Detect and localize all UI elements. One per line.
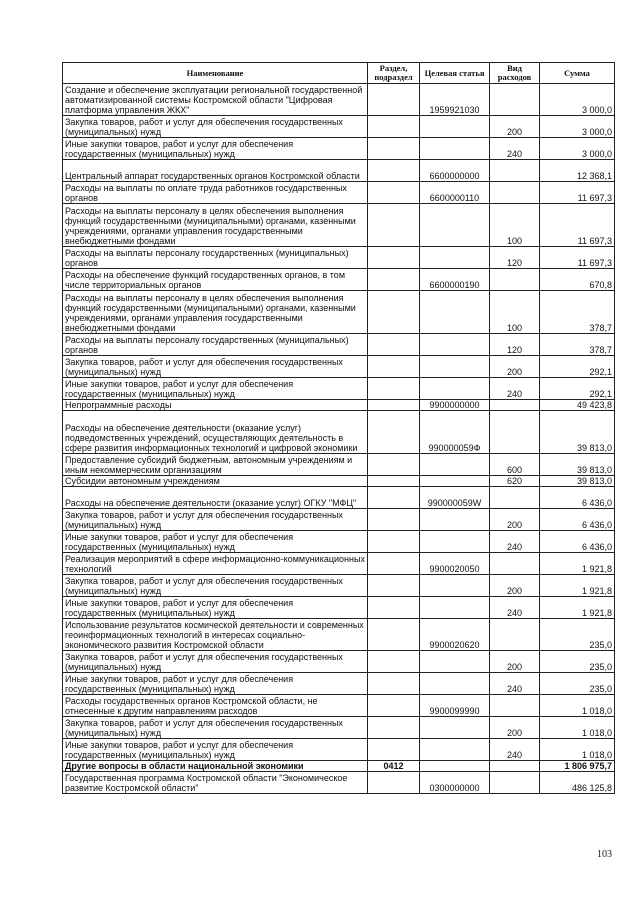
row-name-cell: Закупка товаров, работ и услуг для обеспечения государственных (муниципальных) нужд <box>63 717 368 739</box>
row-sum-cell: 11 697,3 <box>540 247 615 269</box>
row-kind-cell <box>490 695 540 717</box>
row-kind-cell <box>490 411 540 454</box>
row-name-cell: Закупка товаров, работ и услуг для обеспечения государственных (муниципальных) нужд <box>63 356 368 378</box>
row-section-cell <box>368 739 420 761</box>
row-target-cell: 990000059W <box>420 487 490 509</box>
row-target-cell: 6600000190 <box>420 269 490 291</box>
table-body <box>63 84 615 794</box>
row-name-cell: Расходы на выплаты персоналу государственных (муниципальных) органов <box>63 334 368 356</box>
row-name-cell: Закупка товаров, работ и услуг для обеспечения государственных (муниципальных) нужд <box>63 651 368 673</box>
row-name-cell: Создание и обеспечение эксплуатации региональной государственной автоматизированной системы Костромской области "Цифровая платформа управления ЖКХ" <box>63 84 368 116</box>
row-section-cell <box>368 619 420 651</box>
row-section-cell <box>368 356 420 378</box>
row-kind-cell <box>490 182 540 204</box>
row-target-cell <box>420 476 490 487</box>
row-sum-cell: 39 813,0 <box>540 411 615 454</box>
row-kind-cell <box>490 400 540 411</box>
row-name-cell: Государственная программа Костромской области "Экономическое развитие Костромской области" <box>63 772 368 794</box>
row-kind-cell: 620 <box>490 476 540 487</box>
row-kind-cell: 240 <box>490 531 540 553</box>
row-sum-cell: 378,7 <box>540 334 615 356</box>
row-sum-cell: 3 000,0 <box>540 116 615 138</box>
table-row <box>63 291 615 334</box>
row-target-cell: 9900099990 <box>420 695 490 717</box>
row-target-cell: 990000059Ф <box>420 411 490 454</box>
row-name-cell: Расходы на выплаты по оплате труда работников государственных органов <box>63 182 368 204</box>
row-kind-cell: 240 <box>490 597 540 619</box>
row-name-cell: Расходы государственных органов Костромской области, не отнесенные к другим направлениям расходов <box>63 695 368 717</box>
row-name-cell: Непрограммные расходы <box>63 400 368 411</box>
table-row <box>63 411 615 454</box>
row-section-cell <box>368 411 420 454</box>
row-sum-cell: 235,0 <box>540 673 615 695</box>
table-row <box>63 553 615 575</box>
row-target-cell <box>420 454 490 476</box>
row-target-cell: 0300000000 <box>420 772 490 794</box>
row-sum-cell: 292,1 <box>540 356 615 378</box>
row-sum-cell: 670,8 <box>540 269 615 291</box>
page-number: 103 <box>597 849 612 860</box>
row-kind-cell: 200 <box>490 651 540 673</box>
row-kind-cell: 200 <box>490 356 540 378</box>
row-target-cell <box>420 204 490 247</box>
row-target-cell: 9900020620 <box>420 619 490 651</box>
row-section-cell <box>368 553 420 575</box>
table-row <box>63 597 615 619</box>
table-row <box>63 182 615 204</box>
row-name-cell: Иные закупки товаров, работ и услуг для обеспечения государственных (муниципальных) нужд <box>63 138 368 160</box>
row-section-cell <box>368 378 420 400</box>
row-kind-cell: 240 <box>490 673 540 695</box>
row-section-cell <box>368 84 420 116</box>
row-section-cell <box>368 182 420 204</box>
row-sum-cell: 1 018,0 <box>540 739 615 761</box>
row-name-cell: Закупка товаров, работ и услуг для обеспечения государственных (муниципальных) нужд <box>63 575 368 597</box>
row-section-cell <box>368 772 420 794</box>
row-name-cell: Закупка товаров, работ и услуг для обеспечения государственных (муниципальных) нужд <box>63 509 368 531</box>
row-sum-cell: 6 436,0 <box>540 531 615 553</box>
row-target-cell <box>420 597 490 619</box>
row-sum-cell: 1 921,8 <box>540 575 615 597</box>
row-target-cell: 9900020050 <box>420 553 490 575</box>
row-section-cell <box>368 269 420 291</box>
table-row <box>63 575 615 597</box>
row-name-cell: Расходы на обеспечение деятельности (оказание услуг) подведомственных учреждений, осуществляющих деятельность в сфере развития информационных технологий и цифровой экономики <box>63 411 368 454</box>
row-sum-cell: 1 921,8 <box>540 597 615 619</box>
row-section-cell <box>368 509 420 531</box>
row-name-cell: Использование результатов космической деятельности и современных геоинформационных технологий в интересах социально-экономического развития Костромской области <box>63 619 368 651</box>
row-name-cell: Центральный аппарат государственных органов Костромской области <box>63 160 368 182</box>
row-sum-cell: 1 921,8 <box>540 553 615 575</box>
row-target-cell <box>420 291 490 334</box>
row-kind-cell <box>490 269 540 291</box>
row-kind-cell <box>490 772 540 794</box>
table-row <box>63 247 615 269</box>
row-kind-cell: 240 <box>490 739 540 761</box>
row-target-cell: 1959921030 <box>420 84 490 116</box>
row-name-cell: Закупка товаров, работ и услуг для обеспечения государственных (муниципальных) нужд <box>63 116 368 138</box>
table-row <box>63 476 615 487</box>
table-row <box>63 772 615 794</box>
row-section-cell <box>368 597 420 619</box>
row-sum-cell: 1 806 975,7 <box>540 761 615 772</box>
row-sum-cell: 6 436,0 <box>540 487 615 509</box>
row-kind-cell: 600 <box>490 454 540 476</box>
row-name-cell: Другие вопросы в области национальной экономики <box>63 761 368 772</box>
row-name-cell: Иные закупки товаров, работ и услуг для обеспечения государственных (муниципальных) нужд <box>63 531 368 553</box>
table-row <box>63 138 615 160</box>
row-sum-cell: 11 697,3 <box>540 204 615 247</box>
row-name-cell: Иные закупки товаров, работ и услуг для обеспечения государственных (муниципальных) нужд <box>63 739 368 761</box>
table-row <box>63 739 615 761</box>
table-row <box>63 531 615 553</box>
row-target-cell <box>420 247 490 269</box>
row-section-cell <box>368 454 420 476</box>
table-row <box>63 378 615 400</box>
budget-table <box>62 62 615 794</box>
row-section-cell <box>368 487 420 509</box>
row-target-cell <box>420 116 490 138</box>
row-sum-cell: 49 423,8 <box>540 400 615 411</box>
row-kind-cell <box>490 84 540 116</box>
table-row <box>63 204 615 247</box>
row-section-cell <box>368 651 420 673</box>
row-name-cell: Расходы на обеспечение функций государственных органов, в том числе территориальных органов <box>63 269 368 291</box>
row-section-cell <box>368 204 420 247</box>
row-section-cell <box>368 717 420 739</box>
row-section-cell <box>368 695 420 717</box>
row-kind-cell <box>490 487 540 509</box>
table-row <box>63 487 615 509</box>
row-section-cell <box>368 531 420 553</box>
table-row <box>63 717 615 739</box>
row-kind-cell: 240 <box>490 378 540 400</box>
row-kind-cell: 200 <box>490 717 540 739</box>
row-target-cell <box>420 673 490 695</box>
row-target-cell <box>420 334 490 356</box>
row-kind-cell <box>490 553 540 575</box>
table-row <box>63 673 615 695</box>
table-row <box>63 400 615 411</box>
row-target-cell: 6600000110 <box>420 182 490 204</box>
row-sum-cell: 378,7 <box>540 291 615 334</box>
row-name-cell: Расходы на обеспечение деятельности (оказание услуг) ОГКУ "МФЦ" <box>63 487 368 509</box>
row-sum-cell: 1 018,0 <box>540 717 615 739</box>
row-kind-cell: 120 <box>490 334 540 356</box>
row-section-cell <box>368 160 420 182</box>
row-sum-cell: 292,1 <box>540 378 615 400</box>
row-target-cell <box>420 138 490 160</box>
row-sum-cell: 235,0 <box>540 651 615 673</box>
table-row <box>63 651 615 673</box>
row-section-cell <box>368 116 420 138</box>
row-sum-cell: 11 697,3 <box>540 182 615 204</box>
row-kind-cell <box>490 160 540 182</box>
row-target-cell <box>420 509 490 531</box>
row-name-cell: Иные закупки товаров, работ и услуг для обеспечения государственных (муниципальных) нужд <box>63 378 368 400</box>
row-sum-cell: 39 813,0 <box>540 476 615 487</box>
row-name-cell: Субсидии автономным учреждениям <box>63 476 368 487</box>
row-section-cell <box>368 476 420 487</box>
row-target-cell <box>420 531 490 553</box>
table-row <box>63 619 615 651</box>
row-sum-cell: 3 000,0 <box>540 84 615 116</box>
row-section-cell <box>368 138 420 160</box>
row-target-cell: 9900000000 <box>420 400 490 411</box>
row-kind-cell: 120 <box>490 247 540 269</box>
row-target-cell <box>420 739 490 761</box>
row-name-cell: Иные закупки товаров, работ и услуг для обеспечения государственных (муниципальных) нужд <box>63 673 368 695</box>
row-kind-cell: 200 <box>490 575 540 597</box>
row-kind-cell: 240 <box>490 138 540 160</box>
table-header-row <box>63 63 615 84</box>
table-row <box>63 84 615 116</box>
row-kind-cell: 200 <box>490 509 540 531</box>
table-row <box>63 761 615 772</box>
table-row <box>63 334 615 356</box>
table-row <box>63 116 615 138</box>
table-row <box>63 356 615 378</box>
row-section-cell <box>368 334 420 356</box>
row-sum-cell: 39 813,0 <box>540 454 615 476</box>
header-target: Целевая статья <box>420 63 490 84</box>
row-kind-cell: 200 <box>490 116 540 138</box>
row-target-cell <box>420 761 490 772</box>
row-name-cell: Реализация мероприятий в сфере информационно-коммуникационных технологий <box>63 553 368 575</box>
row-target-cell <box>420 717 490 739</box>
row-sum-cell: 12 368,1 <box>540 160 615 182</box>
row-target-cell <box>420 378 490 400</box>
row-sum-cell: 235,0 <box>540 619 615 651</box>
row-name-cell: Расходы на выплаты персоналу в целях обеспечения выполнения функций государственными (муниципальными) органами, казенными учреждениями, органами управления государственными внебюджетными фондами <box>63 204 368 247</box>
budget-table-sheet <box>62 62 614 794</box>
header-kind: Вид расходов <box>490 63 540 84</box>
row-section-cell <box>368 291 420 334</box>
row-section-cell <box>368 575 420 597</box>
row-section-cell <box>368 400 420 411</box>
table-row <box>63 695 615 717</box>
row-sum-cell: 1 018,0 <box>540 695 615 717</box>
row-target-cell <box>420 356 490 378</box>
table-row <box>63 509 615 531</box>
row-sum-cell: 486 125,8 <box>540 772 615 794</box>
row-kind-cell <box>490 761 540 772</box>
header-sum: Сумма <box>540 63 615 84</box>
table-row <box>63 269 615 291</box>
row-name-cell: Иные закупки товаров, работ и услуг для обеспечения государственных (муниципальных) нужд <box>63 597 368 619</box>
row-target-cell <box>420 651 490 673</box>
table-row <box>63 160 615 182</box>
row-section-cell: 0412 <box>368 761 420 772</box>
row-section-cell <box>368 673 420 695</box>
row-sum-cell: 3 000,0 <box>540 138 615 160</box>
row-kind-cell: 100 <box>490 291 540 334</box>
row-name-cell: Расходы на выплаты персоналу в целях обеспечения выполнения функций государственными (муниципальными) органами, казенными учреждениями, органами управления государственными внебюджетными фондами <box>63 291 368 334</box>
row-name-cell: Расходы на выплаты персоналу государственных (муниципальных) органов <box>63 247 368 269</box>
row-target-cell <box>420 575 490 597</box>
header-section: Раздел, подраздел <box>368 63 420 84</box>
table-row <box>63 454 615 476</box>
row-section-cell <box>368 247 420 269</box>
row-kind-cell <box>490 619 540 651</box>
row-name-cell: Предоставление субсидий бюджетным, автономным учреждениям и иным некоммерческим организациям <box>63 454 368 476</box>
row-sum-cell: 6 436,0 <box>540 509 615 531</box>
header-name: Наименование <box>63 63 368 84</box>
row-target-cell: 6600000000 <box>420 160 490 182</box>
row-kind-cell: 100 <box>490 204 540 247</box>
